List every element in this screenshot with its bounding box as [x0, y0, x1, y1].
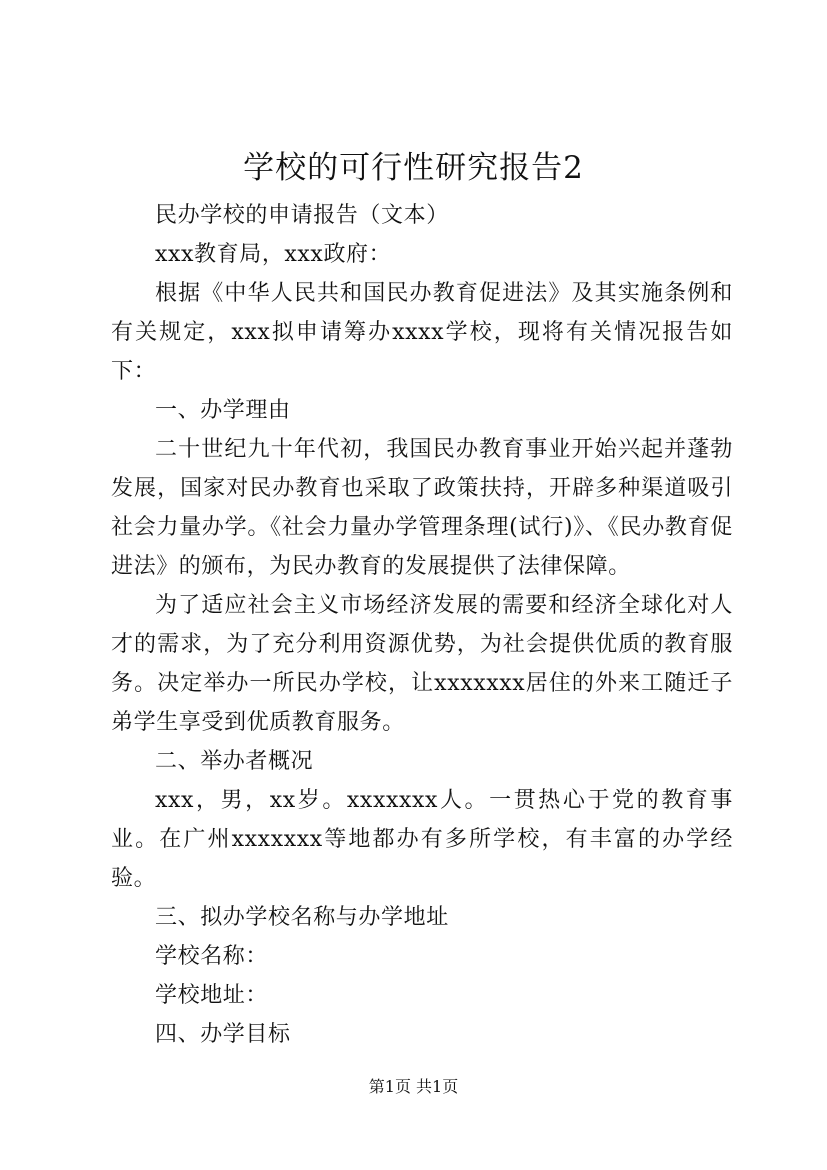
- section-heading-1: 一、办学理由: [155, 398, 291, 423]
- page-footer: 第1页 共1页: [368, 1077, 459, 1096]
- paragraph-school-name: 学校名称：: [155, 944, 269, 969]
- section-heading-2: 二、举办者概况: [155, 749, 314, 774]
- paragraph-subtitle: 民办学校的申请报告（文本）: [155, 203, 449, 228]
- section-heading-4: 四、办学目标: [155, 1022, 291, 1047]
- paragraph-background: 二十世纪九十年代初，我国民办教育事业开始兴起并蓬勃发展，国家对民办教育也采取了政策扶持，开辟多种渠道吸引社会力量办学。《社会力量办学管理条理(试行)》、《民办教育促进法》的颁布，为民办教育的发展提供了法律保障。: [111, 437, 733, 579]
- paragraph-purpose: 为了适应社会主义市场经济发展的需要和经济全球化对人才的需求，为了充分利用资源优势，为社会提供优质的教育服务。决定举办一所民办学校，让xxxxxxx居住的外来工随迁子弟学生享受到优质教育服务。: [111, 593, 733, 735]
- paragraph-intro: 根据《中华人民共和国民办教育促进法》及其实施条例和有关规定，xxx拟申请筹办xxxx学校，现将有关情况报告如下：: [111, 281, 733, 384]
- document-body: [111, 196, 733, 1054]
- section-heading-3: 三、拟办学校名称与办学地址: [155, 905, 449, 930]
- paragraph-salutation: xxx教育局，xxx政府：: [155, 242, 392, 267]
- document-title: 学校的可行性研究报告2: [243, 150, 584, 186]
- paragraph-school-address: 学校地址：: [155, 983, 269, 1008]
- paragraph-founder: xxx，男，xx岁。xxxxxxx人。一贯热心于党的教育事业。在广州xxxxxxx等地都办有多所学校，有丰富的办学经验。: [111, 788, 733, 891]
